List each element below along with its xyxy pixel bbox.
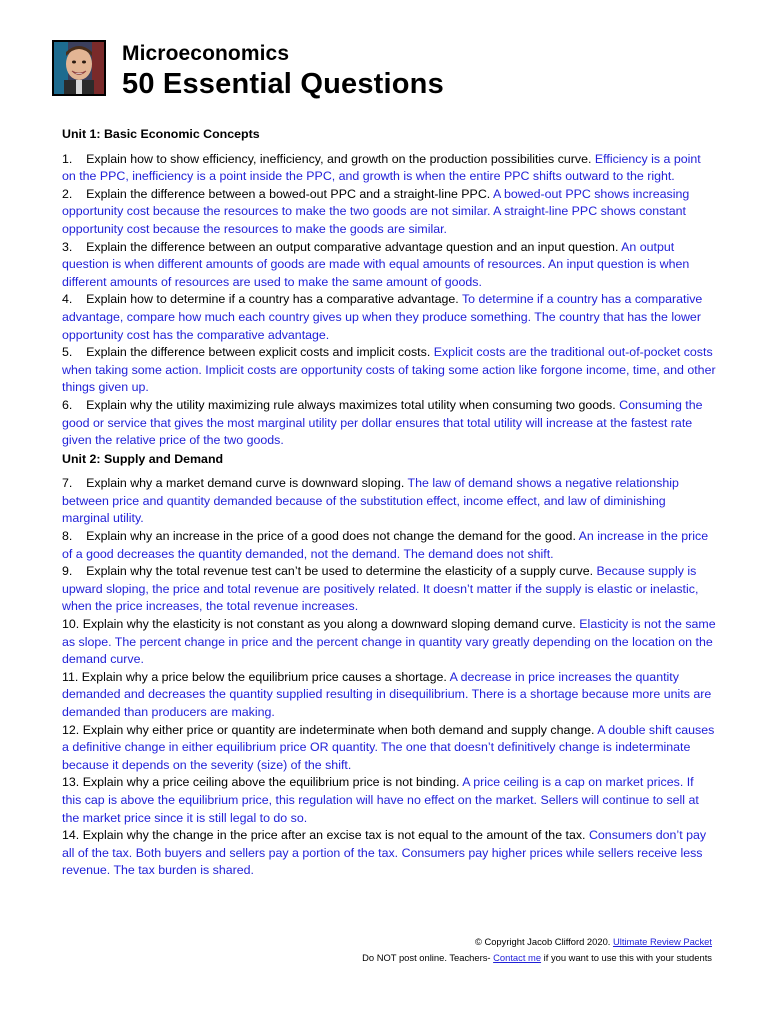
answer-text: A bowed-out PPC shows increasing opportunity cost because the resources to make the two goods are not similar. A straight-line PPC shows constant opportunity cost because the resources to make the goods are similar.: [62, 186, 690, 236]
unit-heading: Unit 2: Supply and Demand: [62, 451, 224, 466]
answer-text: Efficiency is a point on the PPC, inefficiency is a point inside the PPC, and growth is when the entire PPC shifts outward to the right.: [62, 151, 701, 184]
question-number: 2.: [62, 186, 73, 201]
copyright-text: © Copyright Jacob Clifford 2020.: [474, 936, 611, 947]
answer-text: Consuming the good or service that gives the most marginal utility per dollar ensures that total utility will increase at the fastest rate given the relative price of the two goods.: [62, 397, 703, 448]
question-item: [62, 774, 716, 827]
answer-text: A decrease in price increases the quantity demanded and decreases the quantity supplied resulting in disequilibrium. There is a shortage because more units are demanded than producers are making.: [62, 669, 712, 719]
question-number: 13.: [62, 775, 80, 790]
question-item: [62, 344, 716, 397]
answer-text: Because supply is upward sloping, the price and total revenue are positively related. It doesn’t matter if the supply is elastic or inelastic, when the price increases, the total revenue increases.: [62, 564, 699, 614]
notice-text-end: if you want to use this with your students: [543, 952, 712, 963]
question-text: Explain why either price or quantity are indeterminate when both demand and supply change.: [82, 722, 595, 737]
question-item: [62, 186, 716, 239]
question-text: Explain why a market demand curve is downward sloping.: [86, 476, 405, 491]
author-photo: [52, 40, 106, 96]
question-text: Explain why the elasticity is not constant as you along a downward sloping demand curve.: [82, 617, 576, 632]
question-text: Explain the difference between a bowed-out PPC and a straight-line PPC.: [86, 186, 491, 201]
question-number: 10.: [62, 617, 80, 632]
answer-text: An output question is when different amounts of goods are made with equal amounts of resources. An input question is when different amounts of resources are used to make the same amount of goods.: [62, 239, 690, 289]
question-number: 6.: [62, 397, 73, 412]
notice-line: [362, 950, 712, 966]
copyright-line: [362, 934, 712, 950]
answer-text: Elasticity is not the same as slope. The percent change in price and the percent change in quantity vary greatly depending on the location on the demand curve.: [62, 617, 716, 667]
question-text: Explain how to show efficiency, inefficiency, and growth on the production possibilities curve.: [86, 151, 592, 166]
question-item: [62, 239, 716, 292]
ultimate-review-packet-link[interactable]: Ultimate Review Packet: [613, 936, 712, 947]
question-number: 8.: [62, 529, 73, 544]
answer-text: Consumers don’t pay all of the tax. Both buyers and sellers pay a portion of the tax. Consumers pay higher prices while sellers receive less revenue. The tax burden is shared.: [62, 828, 707, 878]
question-text: Explain why the utility maximizing rule always maximizes total utility when consuming two goods.: [86, 397, 616, 412]
questions-content: [62, 126, 716, 880]
question-number: 11.: [62, 669, 79, 684]
question-number: 14.: [62, 828, 80, 843]
question-text: Explain how to determine if a country has a comparative advantage.: [86, 292, 459, 307]
question-item: [62, 528, 716, 563]
question-item: [62, 669, 716, 722]
question-text: Explain why a price below the equilibrium price causes a shortage.: [81, 669, 447, 684]
question-item: [62, 563, 716, 616]
page-header: [52, 40, 712, 102]
question-item: [62, 475, 716, 528]
answer-text: The law of demand shows a negative relationship between price and quantity demanded because of the substitution effect, income effect, and law of diminishing marginal utility.: [62, 476, 679, 526]
question-number: 3.: [62, 239, 73, 254]
question-item: [62, 722, 716, 775]
question-text: Explain the difference between explicit costs and implicit costs.: [86, 345, 431, 360]
answer-text: An increase in the price of a good decreases the quantity demanded, not the demand. The demand does not shift.: [62, 529, 709, 561]
unit-heading: Unit 1: Basic Economic Concepts: [62, 127, 260, 141]
question-item: [62, 291, 716, 344]
question-text: Explain why an increase in the price of a good does not change the demand for the good.: [86, 529, 576, 544]
answer-text: A double shift causes a definitive change in either equilibrium price OR quantity. The one that doesn’t definitively change is indeterminate because it depends on the severity (size) of the shift.: [62, 722, 715, 772]
question-text: Explain why the total revenue test can’t be used to determine the elasticity of a supply curve.: [86, 564, 594, 579]
question-number: 5.: [62, 345, 73, 360]
question-item: [62, 827, 716, 880]
question-number: 7.: [62, 476, 73, 491]
question-text: Explain why the change in the price after an excise tax is not equal to the amount of the tax.: [82, 828, 586, 843]
subject-heading: Microeconomics: [122, 42, 290, 65]
question-text: Explain the difference between an output comparative advantage question and an input question.: [86, 239, 619, 254]
contact-me-link[interactable]: Contact me: [493, 952, 542, 963]
answer-text: A price ceiling is a cap on market prices. If this cap is above the equilibrium price, this regulation will have no effect on the market. Sellers will continue to sell at the market price since it is still legal to do so.: [62, 775, 699, 825]
notice-text-start: Do NOT post online. Teachers-: [362, 952, 491, 963]
answer-text: To determine if a country has a comparative advantage, compare how much each country gives up when they produce something. The country that has the lower opportunity cost has the comparative advantage.: [62, 292, 703, 342]
question-item: [62, 151, 716, 186]
question-text: Explain why a price ceiling above the equilibrium price is not binding.: [82, 775, 460, 790]
question-number: 9.: [62, 564, 73, 579]
question-number: 4.: [62, 292, 73, 307]
page-title: 50 Essential Questions: [122, 68, 444, 100]
answer-text: Explicit costs are the traditional out-of-pocket costs when taking some action. Implicit costs are opportunity costs of taking some action like forgone income, time, and other things given up.: [62, 345, 716, 395]
question-number: 1.: [62, 151, 73, 166]
page-footer: [362, 934, 712, 966]
question-item: [62, 616, 716, 669]
question-item: [62, 397, 716, 450]
question-number: 12.: [62, 722, 80, 737]
